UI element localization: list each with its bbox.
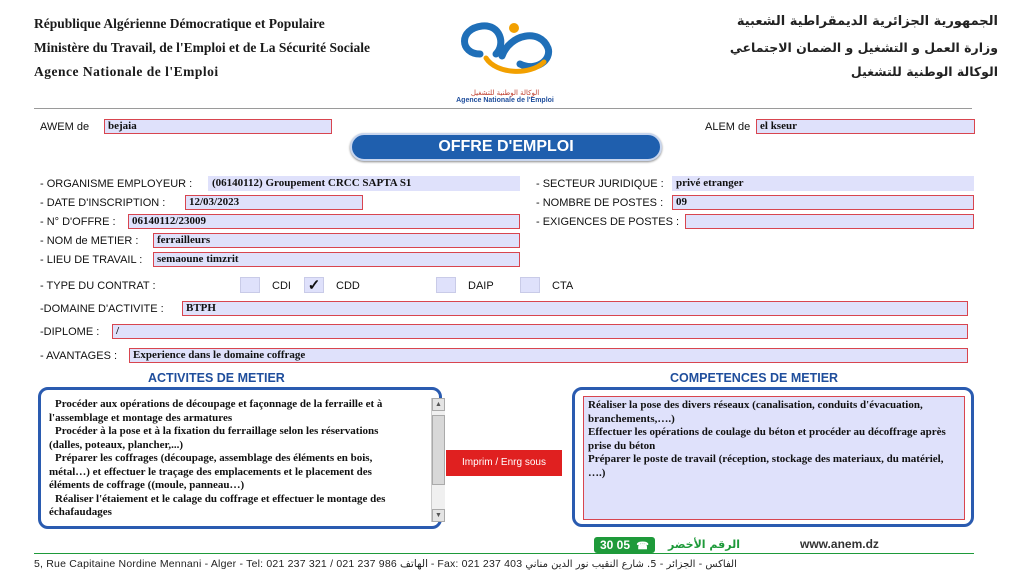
diplome-label: -DIPLOME : [40, 326, 100, 338]
activites-panel [38, 387, 442, 529]
daip-checkbox[interactable] [436, 277, 456, 293]
date-field[interactable]: 12/03/2023 [185, 195, 363, 210]
secteur-field[interactable]: privé etranger [672, 176, 974, 191]
alem-label: ALEM de [705, 121, 751, 133]
activites-textarea[interactable] [49, 398, 433, 522]
header-ar-line2: وزارة العمل و التشغيل و الضمان الاجتماعي [729, 40, 998, 55]
header-ar-line1: الجمهورية الجزائرية الديمقراطية الشعبية [736, 14, 998, 29]
num-offre-label: - N° D'OFFRE : [40, 216, 116, 228]
lieu-label: - LIEU DE TRAVAIL : [40, 254, 143, 266]
page-title: OFFRE D'EMPLOI [350, 133, 662, 161]
website-link[interactable]: www.anem.dz [800, 537, 879, 551]
anem-logo [440, 14, 570, 104]
daip-label: DAIP [468, 280, 494, 292]
secteur-label: - SECTEUR JURIDIQUE : [536, 178, 664, 190]
metier-field[interactable]: ferrailleurs [153, 233, 520, 248]
cta-label: CTA [552, 280, 574, 292]
awem-label: AWEM de [40, 121, 90, 133]
footer-address [34, 558, 737, 570]
scroll-up-icon[interactable]: ▲ [432, 398, 445, 411]
competence-item: Effectuer les opérations de coulage du béton et procéder au décoffrage après prise du béton [588, 426, 946, 452]
competences-panel [572, 387, 974, 527]
avantages-label: - AVANTAGES : [40, 350, 118, 362]
green-number-label: الرقم الأخضر [668, 538, 740, 551]
competences-title: COMPETENCES DE METIER [670, 371, 839, 385]
organisme-field[interactable]: (06140112) Groupement CRCC SAPTA S1 [208, 176, 520, 191]
domaine-label: -DOMAINE D'ACTIVITE : [40, 303, 164, 315]
activite-item: Réaliser l'étaiement et le calage du coffrage et effectuer le montage des échafaudages [49, 492, 386, 518]
logo-caption-fr: Agence Nationale de l'Emploi [456, 97, 554, 104]
header-divider [34, 108, 972, 109]
scroll-down-icon[interactable]: ▼ [432, 509, 445, 522]
competences-textarea[interactable] [583, 396, 965, 520]
organisme-label: - ORGANISME EMPLOYEUR : [40, 178, 193, 190]
address-fr: 5, Rue Capitaine Nordine Mennani - Alger [34, 558, 237, 570]
competence-item: Réaliser la pose des divers réseaux (canalisation, conduits d'évacuation, branchements,….) [588, 399, 923, 425]
num-offre-field[interactable]: 06140112/23009 [128, 214, 520, 229]
header-fr-line3: Agence Nationale de l'Emploi [34, 64, 219, 79]
contrat-label: - TYPE DU CONTRAT : [40, 280, 156, 292]
awem-field[interactable]: bejaia [104, 119, 332, 134]
logo-caption-ar: الوكالة الوطنية للتشغيل [470, 89, 540, 97]
exigences-field[interactable] [685, 214, 974, 229]
competence-item: Préparer le poste de travail (réception, stockage des materiaux, du matériel, ….) [588, 453, 944, 479]
header-fr-line2: Ministère du Travail, de l'Emploi et de La Sécurité Sociale [34, 40, 370, 55]
avantages-field[interactable]: Experience dans le domaine coffrage [129, 348, 968, 363]
green-number-badge [594, 537, 655, 553]
alem-field[interactable]: el kseur [756, 119, 975, 134]
nb-postes-field[interactable]: 09 [672, 195, 974, 210]
activite-item: Procéder aux opérations de découpage et façonnage de la ferraille et à l'assemblage et montage des armatures [49, 398, 383, 424]
phone-icon: ☎ [636, 541, 649, 552]
cdi-label: CDI [272, 280, 291, 292]
green-number: 30 05 [600, 538, 631, 552]
activite-item: Procéder à la pose et à la fixation du ferraillage selon les réservations (dalles, poteaux, plancher,...) [49, 425, 379, 451]
scroll-thumb[interactable] [432, 415, 445, 485]
cdd-checkbox[interactable]: ✓ [304, 277, 324, 293]
footer-divider [34, 553, 974, 554]
cta-checkbox[interactable] [520, 277, 540, 293]
fax-text: الهاتف - Fax: 021 237 403 [400, 558, 523, 570]
diplome-field[interactable]: / [112, 324, 968, 339]
activites-title: ACTIVITES DE METIER [148, 371, 285, 385]
date-label: - DATE D'INSCRIPTION : [40, 197, 166, 209]
lieu-field[interactable]: semaoune timzrit [153, 252, 520, 267]
domaine-field[interactable]: BTPH [182, 301, 968, 316]
activites-scrollbar[interactable] [431, 398, 445, 522]
cdi-checkbox[interactable] [240, 277, 260, 293]
nb-postes-label: - NOMBRE DE POSTES : [536, 197, 664, 209]
header-ar-line3: الوكالة الوطنية للتشغيل [850, 64, 998, 79]
header-fr-line1: République Algérienne Démocratique et Populaire [34, 16, 325, 31]
tel-text: - Tel: 021 237 321 / 021 237 986 [239, 558, 397, 570]
activite-item: Préparer les coffrages (découpage, assemblage des éléments en bois, métal…) et effectuer le traçage des emplacements et le placement des éléments de coffrage ((moule, panneau…) [49, 452, 373, 491]
exigences-label: - EXIGENCES DE POSTES : [536, 216, 680, 228]
cdd-label: CDD [336, 280, 360, 292]
print-save-button[interactable]: Imprim / Enrg sous [446, 450, 562, 476]
metier-label: - NOM de METIER : [40, 235, 139, 247]
anem-logo-icon [440, 14, 570, 86]
address-ar: الفاكس - الجزائر - 5. شارع النقيب نور الدين مناني [525, 559, 737, 570]
